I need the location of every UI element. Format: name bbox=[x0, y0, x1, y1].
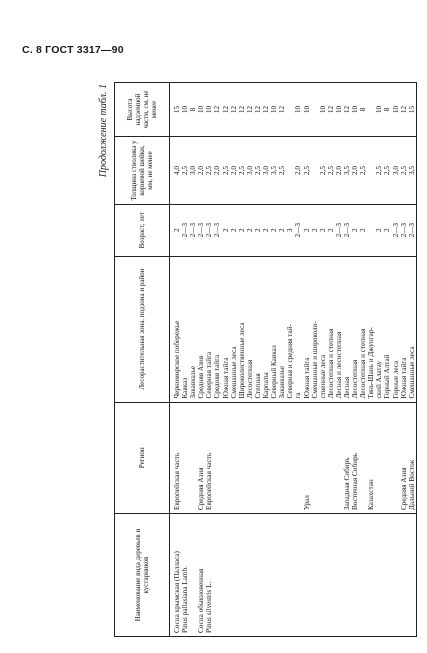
height-cell: 8 bbox=[383, 107, 392, 112]
zone-cell: Южная тайга bbox=[302, 357, 311, 399]
thickness-cell: 2,5 bbox=[237, 165, 246, 175]
region-cell bbox=[213, 406, 221, 510]
zone-cell: Горный Алтай bbox=[383, 354, 392, 399]
zone-cell: Средняя тайга bbox=[213, 354, 222, 399]
height-cell: 12 bbox=[213, 105, 222, 114]
thickness-cell: 2,5 bbox=[359, 165, 368, 175]
thickness-cell: 3,0 bbox=[189, 165, 198, 175]
age-cell: 2 bbox=[359, 228, 368, 233]
height-cell: 10 bbox=[318, 105, 327, 114]
zone-cell: Лесостепная и степная bbox=[359, 328, 368, 399]
thickness-cell: 2,5 bbox=[278, 165, 287, 175]
region-cell: Урал bbox=[302, 495, 311, 511]
zone-cell: Северная тайга bbox=[205, 351, 214, 399]
region-cell bbox=[286, 406, 294, 510]
region-column bbox=[170, 402, 417, 513]
table-header-row bbox=[115, 83, 170, 637]
age-column bbox=[170, 204, 417, 256]
thickness-cell: 2,5 bbox=[302, 165, 311, 175]
zone-cell: Северная и средняя тай- bbox=[286, 324, 295, 399]
height-cell: 12 bbox=[237, 105, 246, 114]
age-cell: 2 bbox=[278, 228, 287, 233]
age-cell: 2 bbox=[229, 228, 238, 233]
species-line: Pinus pallasiana Lamb. bbox=[181, 566, 190, 633]
height-cell: 12 bbox=[221, 105, 230, 114]
region-cell bbox=[311, 406, 319, 510]
zone-cell: ственные леса bbox=[318, 354, 327, 399]
col-header-thickness: Толщина стволика у корневой шейки, мм, не менее bbox=[115, 137, 170, 205]
thickness-cell: 2,5 bbox=[253, 165, 262, 175]
height-cell: 12 bbox=[342, 105, 351, 114]
age-cell: 2 bbox=[383, 228, 392, 233]
height-cell: 10 bbox=[391, 105, 400, 114]
zone-cell: Смешанные и широколи- bbox=[310, 321, 319, 399]
region-cell bbox=[375, 406, 383, 510]
thickness-cell: 3,5 bbox=[342, 165, 351, 175]
thickness-cell: 2,5 bbox=[221, 165, 230, 175]
age-cell bbox=[367, 208, 375, 253]
zone-cell: Смешанные леса bbox=[229, 346, 238, 399]
zone-cell: Южная тайга bbox=[221, 357, 230, 399]
region-cell bbox=[319, 406, 327, 510]
region-cell: Европейская часть bbox=[205, 452, 214, 511]
region-cell bbox=[278, 406, 286, 510]
zone-cell: Лесостепная и степная bbox=[326, 328, 335, 399]
age-cell: 2—3 bbox=[399, 223, 408, 238]
thickness-cell: 3,0 bbox=[262, 165, 271, 175]
age-cell: 2 bbox=[221, 228, 230, 233]
height-cell: 10 bbox=[270, 105, 279, 114]
thickness-cell: 2,5 bbox=[399, 165, 408, 175]
age-cell: 2—3 bbox=[342, 223, 351, 238]
species-line: Сосна обыкновенная bbox=[197, 568, 206, 633]
age-cell: 2—3 bbox=[181, 223, 190, 238]
continuation-label: Продолжение табл. 1 bbox=[98, 84, 109, 178]
zone-cell: Южная тайга bbox=[399, 357, 408, 399]
region-cell bbox=[246, 406, 254, 510]
height-cell: 10 bbox=[334, 105, 343, 114]
height-cell: 10 bbox=[181, 105, 190, 114]
age-cell: 2 bbox=[318, 228, 327, 233]
zone-cell: Закавказье bbox=[278, 365, 287, 399]
height-cell: 10 bbox=[351, 105, 360, 114]
thickness-cell: 2,5 bbox=[318, 165, 327, 175]
age-cell: 2—3 bbox=[407, 223, 416, 238]
rotated-table-container bbox=[100, 82, 420, 637]
zone-cell: Черноморское побережье bbox=[173, 320, 181, 399]
page-header: С. 8 ГОСТ 3317—90 bbox=[22, 44, 124, 56]
zone-cell: Тянь-Шань и Джунгар- bbox=[367, 327, 376, 399]
col-header-age: Возраст, лет bbox=[115, 204, 170, 256]
zone-cell: Лесостепная bbox=[245, 359, 254, 399]
thickness-cell bbox=[311, 140, 319, 201]
age-cell: 2 bbox=[237, 228, 246, 233]
height-cell: 10 bbox=[302, 105, 311, 114]
region-cell bbox=[230, 406, 238, 510]
thickness-cell: 2,0 bbox=[197, 165, 206, 175]
col-header-zone: Лесорастительная зона, подзона и район bbox=[115, 256, 170, 402]
age-cell: 2 bbox=[173, 228, 181, 233]
region-cell: Средняя Азия bbox=[399, 467, 408, 511]
age-cell: 2—3 bbox=[205, 223, 214, 238]
age-cell: 2 bbox=[302, 228, 311, 233]
zone-cell: Широколиственные леса bbox=[237, 322, 246, 399]
age-cell: 2—3 bbox=[189, 223, 198, 238]
thickness-cell: 2,5 bbox=[181, 165, 190, 175]
height-cell: 8 bbox=[359, 107, 368, 112]
col-header-region: Регион bbox=[115, 402, 170, 513]
zone-cell: Средняя Азия bbox=[197, 355, 206, 399]
height-cell: 15 bbox=[407, 105, 416, 114]
region-cell bbox=[294, 406, 302, 510]
thickness-cell bbox=[286, 140, 294, 201]
region-cell bbox=[181, 406, 189, 510]
zone-cell: Северный Кавказ bbox=[270, 345, 279, 399]
zone-cell: Лесная bbox=[342, 376, 351, 399]
height-cell: 12 bbox=[278, 105, 287, 114]
age-cell: 2—3 bbox=[334, 223, 343, 238]
thickness-cell: 4,0 bbox=[173, 165, 181, 175]
age-cell: 2 bbox=[375, 228, 384, 233]
region-cell: Западная Сибирь bbox=[342, 457, 351, 511]
region-cell bbox=[270, 406, 278, 510]
thickness-cell: 3,5 bbox=[407, 165, 416, 175]
thickness-cell: 2,5 bbox=[205, 165, 214, 175]
height-cell: 12 bbox=[262, 105, 271, 114]
height-cell bbox=[367, 86, 375, 133]
height-cell: 8 bbox=[189, 107, 198, 112]
zone-cell: ский Алатау bbox=[375, 360, 384, 399]
zone-cell: Лесная и лесостепная bbox=[334, 331, 343, 399]
age-cell: 2 bbox=[262, 228, 271, 233]
zone-cell: Закавказье bbox=[189, 365, 198, 399]
region-cell bbox=[383, 406, 391, 510]
thickness-cell: 2,5 bbox=[375, 165, 384, 175]
height-cell: 10 bbox=[205, 105, 214, 114]
thickness-cell: 2,0 bbox=[334, 165, 343, 175]
age-cell: 2 bbox=[310, 228, 319, 233]
zone-cell: га bbox=[294, 392, 303, 399]
region-cell bbox=[254, 406, 262, 510]
region-cell bbox=[327, 406, 335, 510]
thickness-cell bbox=[367, 140, 375, 201]
age-cell: 2 bbox=[270, 228, 279, 233]
region-cell bbox=[359, 406, 367, 510]
age-cell: 2 bbox=[326, 228, 335, 233]
zone-column bbox=[170, 256, 417, 402]
region-cell bbox=[392, 406, 400, 510]
region-cell bbox=[262, 406, 270, 510]
height-cell bbox=[286, 86, 294, 133]
region-cell bbox=[238, 406, 246, 510]
standards-table bbox=[114, 82, 417, 637]
region-cell bbox=[189, 406, 197, 510]
species-line: Сосна крымская (Паллаcа) bbox=[173, 551, 181, 633]
age-cell: 2—3 bbox=[197, 223, 206, 238]
height-cell: 12 bbox=[229, 105, 238, 114]
height-cell: 12 bbox=[253, 105, 262, 114]
height-cell: 10 bbox=[197, 105, 206, 114]
species-line bbox=[189, 517, 197, 633]
thickness-cell: 2,0 bbox=[351, 165, 360, 175]
region-cell: Средняя Азия bbox=[197, 467, 206, 511]
region-cell: Дальний Восток bbox=[407, 459, 416, 511]
thickness-cell: 2,5 bbox=[326, 165, 335, 175]
species-line: Pinus silvestris L. bbox=[205, 581, 214, 633]
thickness-cell: 3,0 bbox=[391, 165, 400, 175]
species-column bbox=[170, 514, 417, 637]
age-cell: 2—3 bbox=[213, 223, 222, 238]
zone-cell: Кавказ bbox=[181, 377, 190, 399]
col-header-species: Наименование вида деревьев и кустарников bbox=[115, 514, 170, 637]
thickness-cell: 2,0 bbox=[213, 165, 222, 175]
region-cell: Восточная Сибирь bbox=[351, 453, 360, 511]
zone-cell: Карпаты bbox=[262, 372, 271, 399]
thickness-cell: 2,0 bbox=[294, 165, 303, 175]
col-header-height: Высота надземной части, см, не менее bbox=[115, 83, 170, 137]
height-cell: 10 bbox=[294, 105, 303, 114]
zone-cell: Степная bbox=[253, 373, 262, 399]
age-cell: 2—3 bbox=[391, 223, 400, 238]
table-body-row bbox=[170, 83, 417, 637]
zone-cell: Смешанные леса bbox=[407, 346, 416, 399]
age-cell: 2 bbox=[351, 228, 360, 233]
thickness-cell: 3,5 bbox=[270, 165, 279, 175]
thickness-cell: 3,0 bbox=[245, 165, 254, 175]
thickness-cell: 2,5 bbox=[383, 165, 392, 175]
zone-cell: Лесостепная bbox=[351, 359, 360, 399]
region-cell: Европейская часть bbox=[173, 452, 181, 511]
region-cell bbox=[222, 406, 230, 510]
age-cell: 3 bbox=[286, 228, 295, 233]
height-cell: 15 bbox=[173, 105, 181, 114]
height-cell: 12 bbox=[326, 105, 335, 114]
region-cell: Казахстан bbox=[367, 479, 376, 511]
height-cell: 10 bbox=[375, 105, 384, 114]
thickness-column bbox=[170, 137, 417, 205]
region-cell bbox=[335, 406, 343, 510]
zone-cell: Горные леса bbox=[391, 360, 400, 399]
age-cell: 2 bbox=[253, 228, 262, 233]
thickness-cell: 2,0 bbox=[229, 165, 238, 175]
height-cell bbox=[311, 86, 319, 133]
height-cell: 12 bbox=[245, 105, 254, 114]
height-cell: 12 bbox=[399, 105, 408, 114]
age-cell: 2—3 bbox=[294, 223, 303, 238]
height-column bbox=[170, 83, 417, 137]
age-cell: 2 bbox=[245, 228, 254, 233]
